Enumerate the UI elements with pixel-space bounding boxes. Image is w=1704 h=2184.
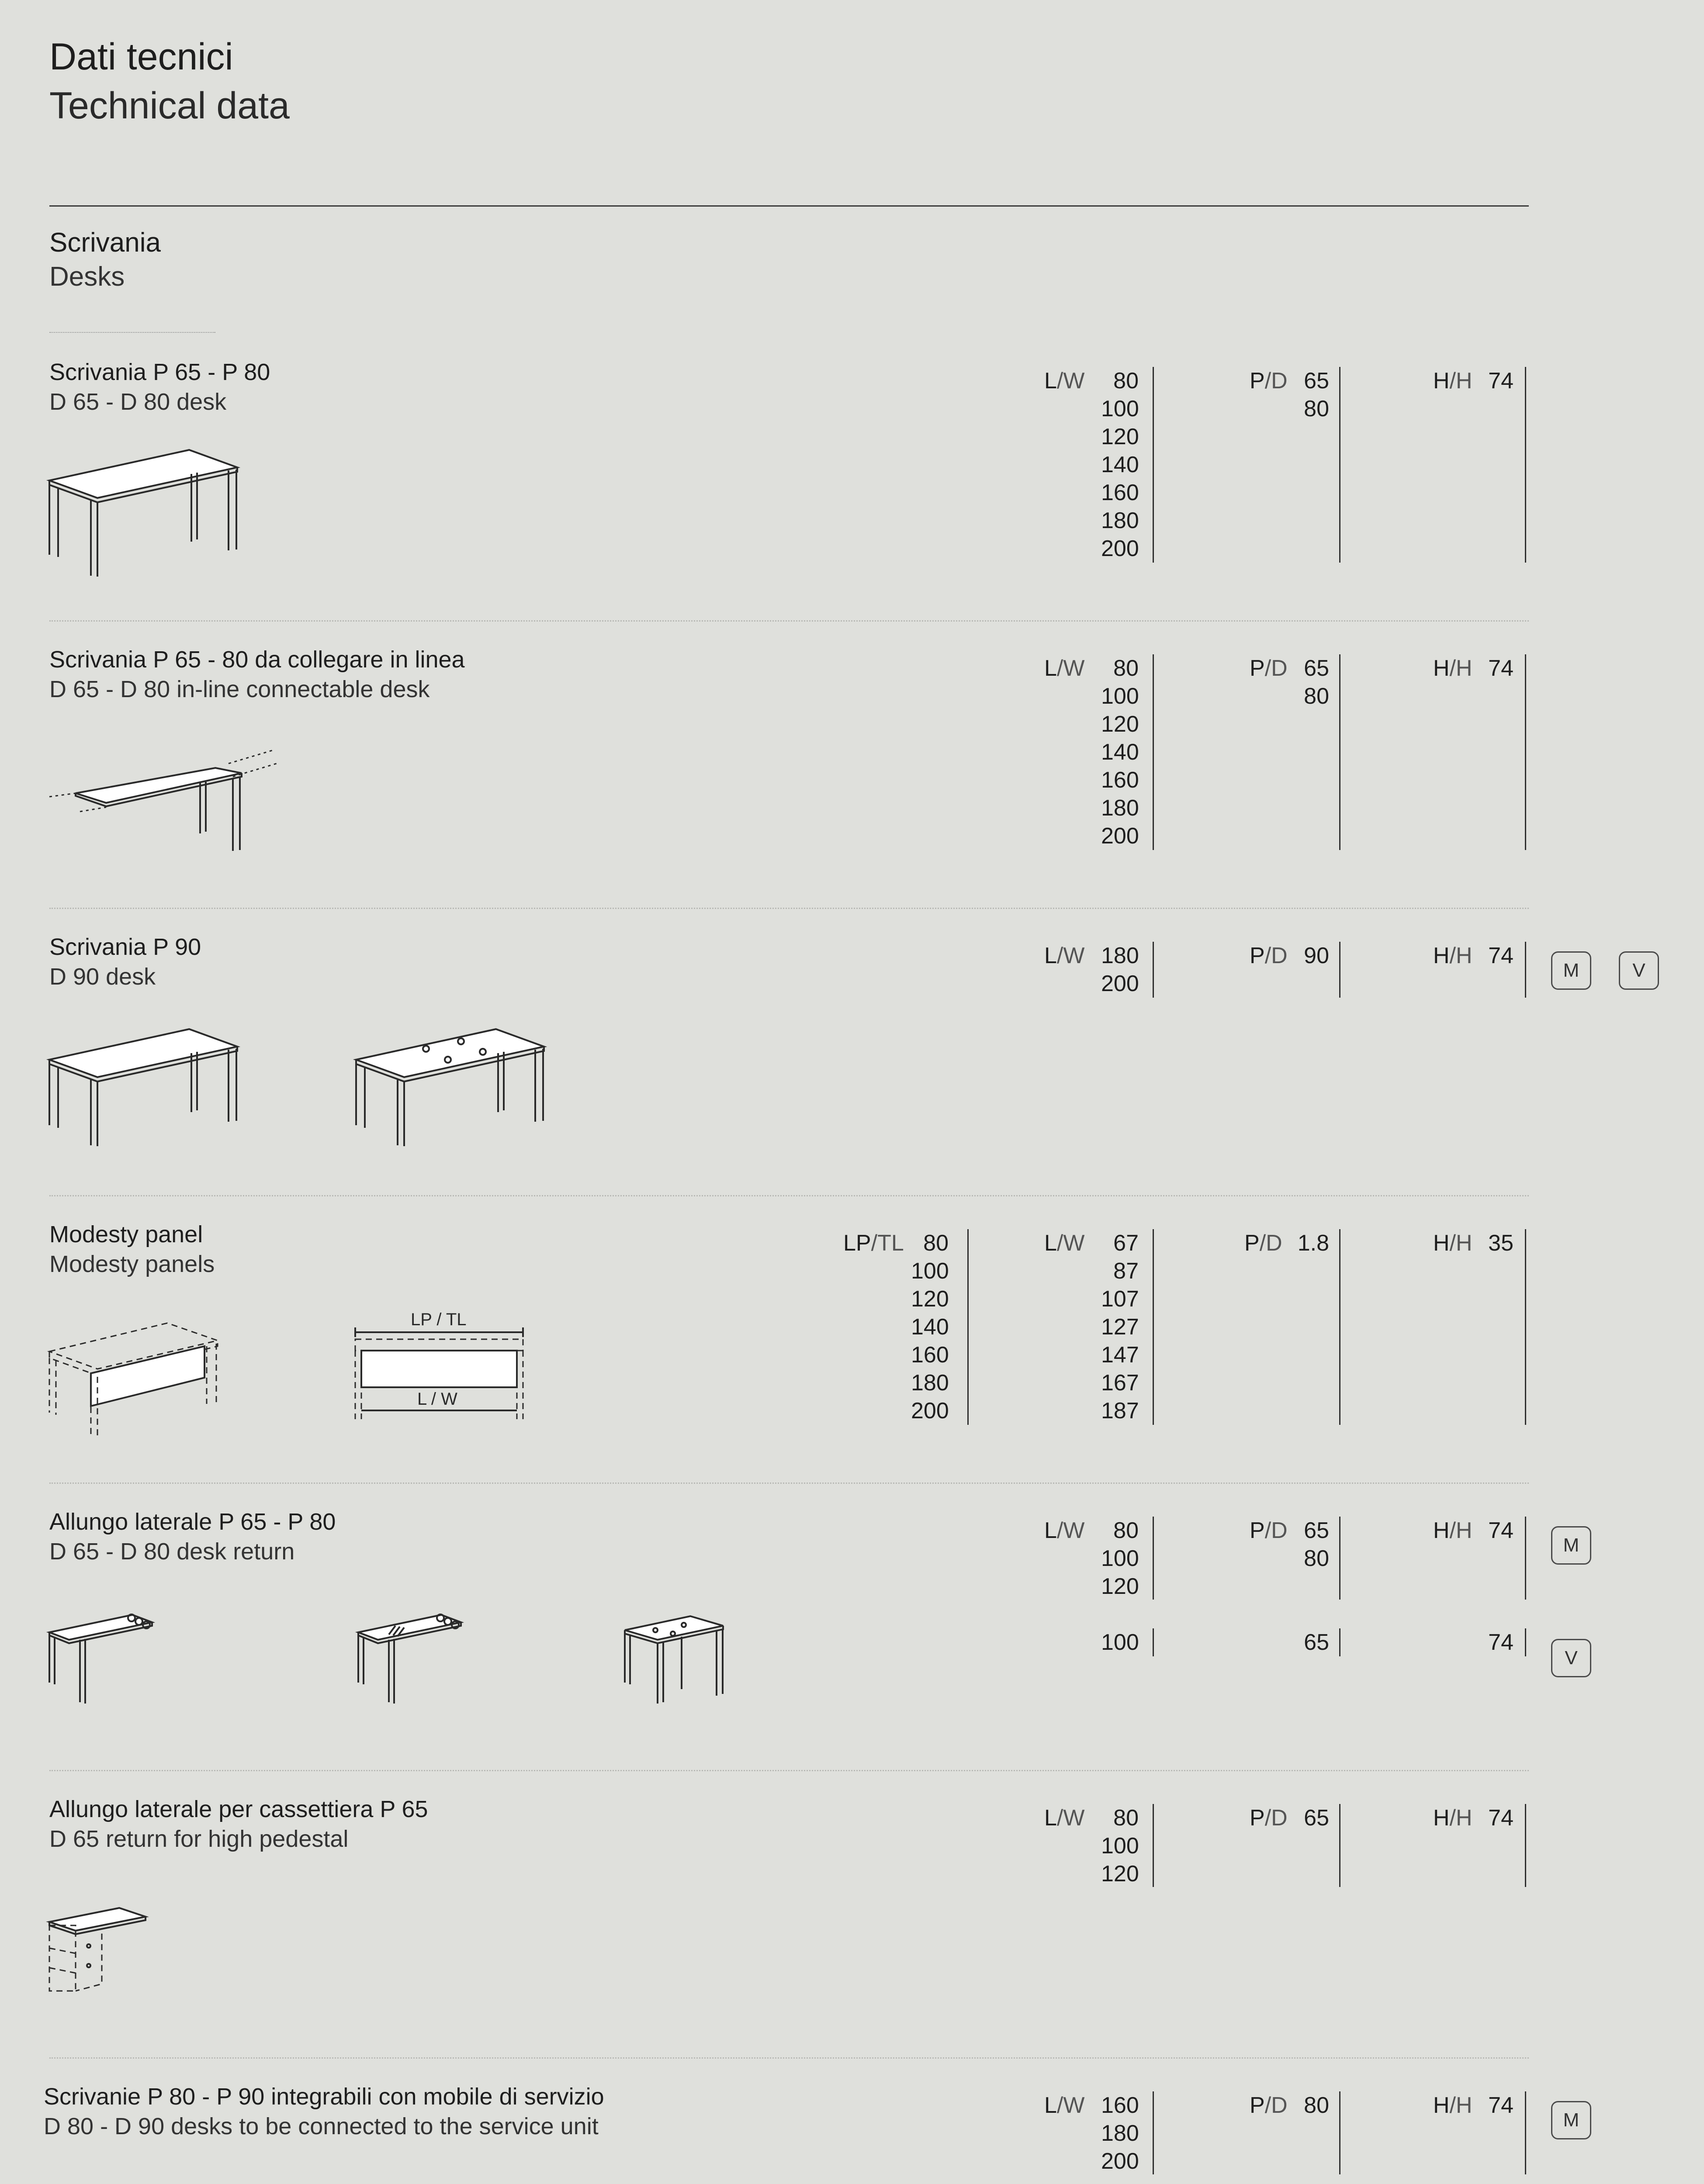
header-divider — [49, 205, 1529, 207]
product-title: Modesty panel — [49, 1221, 203, 1248]
column-rule — [1525, 2091, 1526, 2174]
column-rule — [1339, 1517, 1340, 1600]
product-title: Scrivania P 65 - P 80 — [49, 359, 270, 385]
section-title: Scrivania — [49, 228, 161, 258]
column-rule — [1153, 654, 1154, 850]
desk-return-standalone-drawing — [625, 1613, 730, 1717]
product-title: Scrivania P 65 - 80 da collegare in linea — [49, 646, 465, 673]
modesty-panel-front-drawing — [352, 1308, 535, 1439]
page-title: Dati tecnici — [49, 36, 233, 78]
column-rule — [1153, 2091, 1154, 2174]
product-row: Scrivanie P 80 - P 90 integrabili con mobile di servizio D 80 - D 90 desks to be connected to the service unit L/W 160 180 200 P/D 80 H/H 74 M — [0, 2065, 1704, 2184]
section-divider — [49, 332, 215, 333]
column-rule — [1525, 1229, 1526, 1425]
column-rule — [1153, 1628, 1154, 1656]
column-rule — [1153, 1229, 1154, 1425]
m-badge[interactable]: M — [1551, 951, 1591, 990]
product-row: Scrivania P 65 - 80 da collegare in linea D 65 - D 80 in-line connectable desk L/W 80 100 120 140 160 180 200 P/D 65 80 H/H 74 — [0, 628, 1704, 916]
desk-with-cable-ports-drawing — [356, 1025, 557, 1169]
product-row: Scrivania P 90 D 90 desk L/W 180 200 P/D 90 H/H 74 M V — [0, 916, 1704, 1203]
v-badge[interactable]: V — [1551, 1639, 1591, 1677]
column-rule — [1153, 367, 1154, 563]
row-divider — [49, 1482, 1529, 1484]
row-divider — [49, 2057, 1529, 2059]
product-subtitle: D 90 desk — [49, 964, 156, 990]
page-subtitle: Technical data — [49, 85, 290, 127]
column-rule — [1153, 1517, 1154, 1600]
column-rule — [1339, 1628, 1340, 1656]
product-subtitle: D 80 - D 90 desks to be connected to the service unit — [44, 2113, 599, 2139]
product-row: Allungo laterale P 65 - P 80 D 65 - D 80 desk return L/W 80 100 120 100 P/D 65 80 65 H/H 74 74 M V — [0, 1490, 1704, 1778]
column-rule — [1339, 654, 1340, 850]
column-rule — [1339, 2091, 1340, 2174]
product-title: Allungo laterale per cassettiera P 65 — [49, 1796, 428, 1822]
lw-dimension-label: L / W — [417, 1389, 457, 1409]
product-title: Allungo laterale P 65 - P 80 — [49, 1509, 336, 1535]
column-rule — [1525, 1804, 1526, 1887]
desk-return-drawing — [49, 1613, 172, 1717]
column-rule — [1339, 367, 1340, 563]
v-badge[interactable]: V — [1619, 951, 1659, 990]
column-rule — [1525, 942, 1526, 998]
column-rule — [967, 1229, 969, 1425]
product-subtitle: Modesty panels — [49, 1251, 215, 1277]
desk-drawing — [49, 446, 250, 590]
product-subtitle: D 65 return for high pedestal — [49, 1826, 349, 1852]
product-subtitle: D 65 - D 80 desk return — [49, 1538, 295, 1565]
connectable-desk-drawing — [49, 746, 277, 860]
product-row: Allungo laterale per cassettiera P 65 D 65 return for high pedestal L/W 80 100 120 P/D 65 H/H 74 — [0, 1778, 1704, 2065]
column-rule — [1153, 942, 1154, 998]
product-title: Scrivania P 90 — [49, 934, 201, 960]
m-badge[interactable]: M — [1551, 2101, 1591, 2139]
m-badge[interactable]: M — [1551, 1526, 1591, 1565]
lw-label: L/W — [1044, 368, 1085, 394]
product-subtitle: D 65 - D 80 in-line connectable desk — [49, 676, 430, 702]
lptl-dimension-label: LP / TL — [411, 1310, 467, 1329]
product-title: Scrivanie P 80 - P 90 integrabili con mobile di servizio — [44, 2084, 604, 2110]
column-rule — [1339, 1229, 1340, 1425]
column-rule — [1525, 1628, 1526, 1656]
section-subtitle: Desks — [49, 262, 125, 292]
hh-label: H/H — [1433, 368, 1472, 394]
column-rule — [1525, 654, 1526, 850]
column-rule — [1339, 942, 1340, 998]
row-divider — [49, 908, 1529, 909]
row-divider — [49, 620, 1529, 622]
row-divider — [49, 1195, 1529, 1196]
return-with-pedestal-drawing — [49, 1904, 154, 2005]
product-row: Scrivania P 65 - P 80 D 65 - D 80 desk L/W 80 100 120 140 160 180 200 P/D 65 80 H/H 74 — [0, 341, 1704, 628]
column-rule — [1525, 1517, 1526, 1600]
desk-return-glass-drawing — [358, 1613, 481, 1717]
column-rule — [1525, 367, 1526, 563]
modesty-panel-drawing — [49, 1317, 224, 1448]
product-row: Modesty panel Modesty panels LP / TL L / W LP/TL 80 100 120 140 160 180 200 L/W 67 87 107 127 147 167 187 P/D 1.8 H/H 35 — [0, 1203, 1704, 1490]
product-subtitle: D 65 - D 80 desk — [49, 389, 227, 415]
pd-label: P/D — [1250, 368, 1288, 394]
column-rule — [1339, 1804, 1340, 1887]
row-divider — [49, 1770, 1529, 1771]
desk-drawing — [49, 1025, 250, 1169]
column-rule — [1153, 1804, 1154, 1887]
